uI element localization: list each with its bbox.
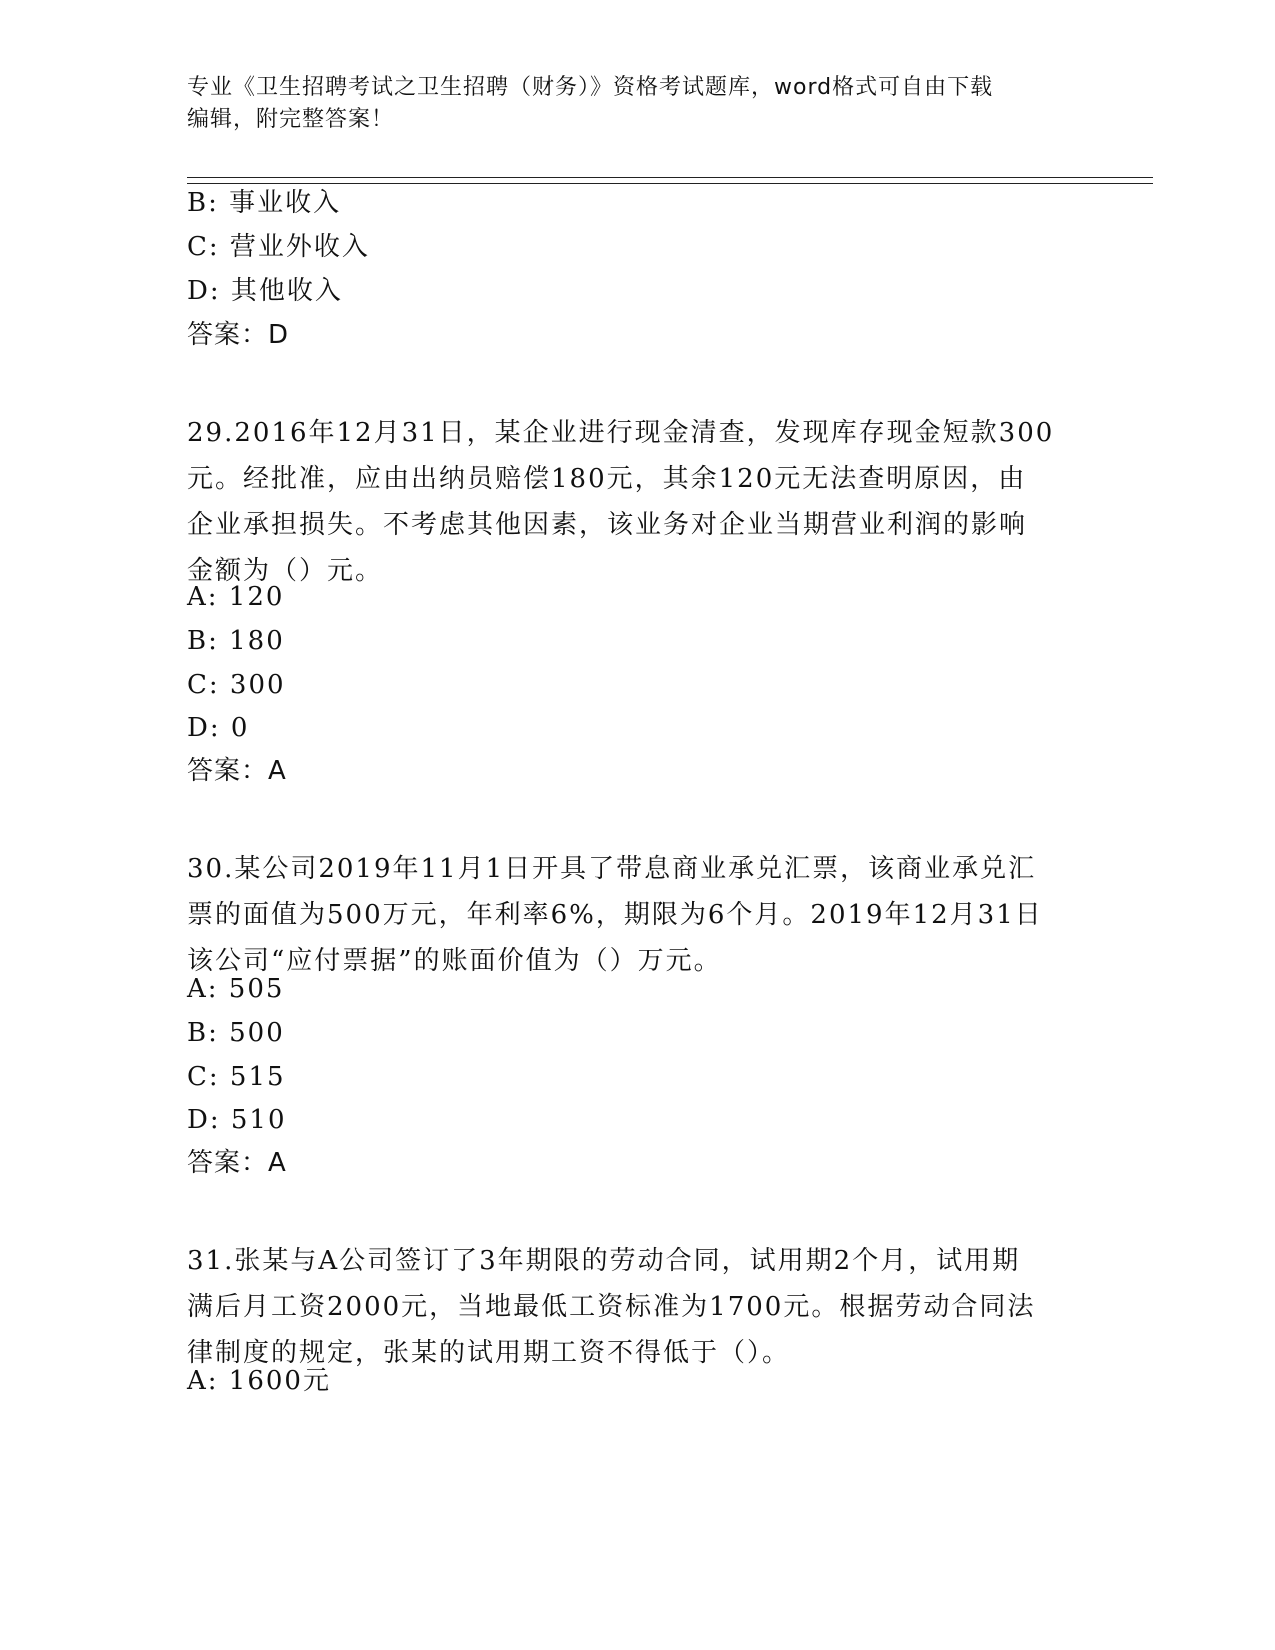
document-header: [187, 72, 1087, 136]
q30-stem-line-3: 该公司“应付票据”的账面价值为（）万元。: [187, 946, 722, 976]
q31-stem: [187, 1238, 1087, 1376]
header-divider-top: [187, 177, 1153, 178]
q28-answer: 答案：D: [187, 320, 290, 350]
header-divider-bottom: [187, 183, 1153, 184]
q29-stem-line-3: 企业承担损失。不考虑其他因素，该业务对企业当期营业利润的影响: [187, 510, 1028, 540]
q30-stem-line-1: 30.某公司2019年11月1日开具了带息商业承兑汇票，该商业承兑汇: [187, 854, 1037, 884]
q30-stem-line-2: 票的面值为500万元，年利率6%，期限为6个月。2019年12月31日: [187, 900, 1043, 930]
header-line-2: 编辑，附完整答案！: [187, 107, 395, 132]
q31-stem-line-1: 31.张某与A公司签订了3年期限的劳动合同，试用期2个月，试用期: [187, 1246, 1021, 1276]
q29-stem-line-1: 29.2016年12月31日，某企业进行现金清查，发现库存现金短款300: [187, 418, 1055, 448]
q30-answer: 答案：A: [187, 1148, 287, 1178]
q29-option-b: B: 180: [187, 626, 285, 656]
q29-option-d: D: 0: [187, 713, 250, 743]
q30-option-c: C: 515: [187, 1062, 286, 1092]
q29-stem-line-2: 元。经批准，应由出纳员赔偿180元，其余120元无法查明原因，由: [187, 464, 1027, 494]
q28-option-b: B: 事业收入: [187, 188, 342, 218]
q30-option-a: A: 505: [187, 974, 285, 1004]
q30-option-b: B: 500: [187, 1018, 285, 1048]
q29-option-c: C: 300: [187, 670, 286, 700]
header-line-1: 专业《卫生招聘考试之卫生招聘（财务）》资格考试题库，word格式可自由下载: [187, 75, 994, 100]
q29-stem: [187, 410, 1087, 594]
q30-option-d: D: 510: [187, 1105, 287, 1135]
q29-answer: 答案：A: [187, 756, 287, 786]
q31-stem-line-3: 律制度的规定，张某的试用期工资不得低于（）。: [187, 1338, 791, 1368]
q30-stem: [187, 846, 1087, 984]
q31-stem-line-2: 满后月工资2000元，当地最低工资标准为1700元。根据劳动合同法: [187, 1292, 1036, 1322]
q29-option-a: A: 120: [187, 582, 285, 612]
q31-option-a: A: 1600元: [187, 1366, 331, 1396]
q28-option-c: C: 营业外收入: [187, 232, 370, 262]
q29-stem-line-4: 金额为（）元。: [187, 556, 384, 586]
q28-option-d: D: 其他收入: [187, 276, 343, 306]
